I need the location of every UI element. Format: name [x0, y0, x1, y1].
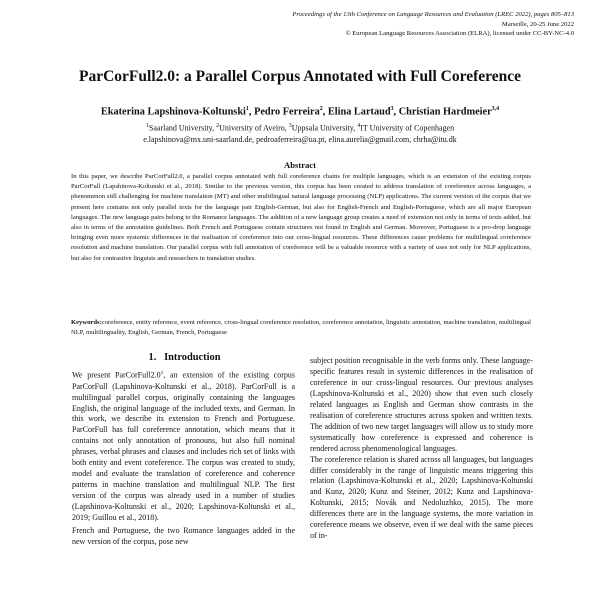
author-affil-mark: 2: [319, 106, 323, 112]
section-title: Introduction: [164, 352, 221, 363]
proceedings-line: Proceedings of the 13th Conference on Language Resources and Evaluation (LREC 2022), pages 805–813: [292, 11, 574, 18]
author-emails: e.lapshinova@mx.uni-saarland.de, pedroaferreira@ua.pt, elina.aurelia@gmail.com, chrha@itu.dk: [143, 134, 457, 144]
paragraph: French and Portuguese, the two Romance languages added in the new version of the corpus, pose new: [72, 526, 295, 546]
paragraph-text: , an extension of the existing corpus ParCorFull (Lapshinova-Koltunski et al., 2018). ParCorFull is a multilingual parallel corpus, originally containing the languages English, the original language of the included texts, and German. In this work, we describe its extension to French and Portuguese. ParCorFull has full coreference annotation, which means that it contains not only annotation of pronouns, but also full nominal phrases, verbal phrases and clauses and includes rich set of links with both entity and event coreference. The corpus was created to study, model and evaluate the translation of coreference and coherence patterns in machine translation and multilingual NLP. The first version of the corpus was already used in a number of studies (Lapshinova-Koltunski et al., 2020; Lapshinova-Koltunski et al., 2019; Guillou et al., 2018).: [72, 370, 295, 523]
affiliation-line: $^1$Saarland University, $^2$University of Aveiro, $^3$Uppsala University, $^4$IT University of Copenhagen: [145, 123, 455, 133]
paragraph: subject position recognisable in the verb forms only. These language-specific features result in systemic differences in the realisation of coreference in our cross-lingual resources. Our previous analyses (Lapshinova-Koltunski et al., 2020) show that even such closely related languages as English and German show contrasts in the realisation of coreference structures across spoken and written texts. The addition of two new target languages will allow us to study more systematically how coreference is expressed and coherence is rendered across phenomenological languages.: [310, 356, 533, 453]
right-column: [310, 356, 533, 542]
section-heading: [74, 352, 295, 363]
abstract-heading: Abstract: [284, 160, 316, 170]
author-affil-mark: 3,4: [491, 106, 500, 112]
affiliation: Saarland University,: [148, 123, 215, 133]
venue-line: Marseille, 20-25 June 2022: [501, 20, 574, 28]
author-affil-mark: 1: [245, 106, 249, 112]
author-name: Christian Hardmeier: [398, 106, 492, 118]
keywords-text: coreference, entity reference, event reference, cross-lingual coreference resolution, coreference annotation, linguistic annotation, machine translation, multilingual NLP, multilinguality, English, German, French, Portuguese: [71, 319, 531, 337]
author-name: Elina Lartaud: [327, 106, 391, 118]
author-list: Ekaterina Lapshinova-Koltunski$^1$, Pedro Ferreira$^2$, Elina Lartaud$^3$, Christian Hardmeier$^{3,4}$: [100, 106, 500, 118]
proceedings-header: [214, 10, 574, 39]
section-number: 1.: [148, 352, 157, 363]
copyright-line: © European Language Resources Association (ELRA), licensed under CC-BY-NC-4.0: [345, 30, 574, 38]
keywords-label: Keywords:: [71, 319, 102, 326]
keywords: [71, 318, 531, 338]
affiliation: IT University of Copenhagen: [360, 123, 455, 133]
paragraph: The coreference relation is shared across all languages, but languages differ considerably in the range of linguistic means triggering this relation (Lapshinova-Koltunski et al., 2020; Lapshinova-Koltunski and Kunz, 2020; Kunz and Steiner, 2012; Kunz and Lapshinova-Koltunski, 2015; Novák and Nedoluzhko, 2015). The more differences there are in the language systems, the more variation in coreference means we observe, even if we deal with the same pieces of in-: [310, 454, 533, 541]
author-name: Ekaterina Lapshinova-Koltunski: [100, 106, 246, 118]
left-column: [72, 368, 295, 548]
abstract-text: In this paper, we describe ParCorFull2.0, a parallel corpus annotated with full coreference chains for multiple languages, which is an extension of the existing corpus ParCorFull (Lapshinova-Koltunski et al., 2018). Similar to the previous version, this corpus has been created to address translation of coreference across languages, a phenomenon still challenging for machine translation (MT) and other multilingual natural language processing (NLP) applications. The current version of the corpus that we present here contains not only parallel texts for the language pair English-German, but also for English-French and English-Portuguese, which are all major European languages. The new language pairs belong to the Romance languages. The addition of a new language group creates a need of extension not only in terms of texts added, but also in terms of the annotation guidelines. Both French and Portuguese contain structures not found in English and German. Moreover, Portuguese is a pro-drop language bringing even more systemic differences in the realisation of coreference into our cross-lingual resources. These differences cause problems for multilingual coreference resolution and machine translation. Our parallel corpus with full annotation of coreference will be a valuable resource with a variety of uses not only for NLP applications, but also for contrastive linguists and researchers in translation studies.: [71, 173, 531, 262]
footnote-mark: 1: [160, 370, 164, 376]
affiliation: Uppsala University,: [291, 123, 356, 133]
affiliations: [0, 121, 600, 145]
paper-title: ParCorFull2.0: a Parallel Corpus Annotated with Full Coreference: [79, 68, 521, 85]
author-affil-mark: 3: [390, 106, 394, 112]
author-name: Pedro Ferreira: [254, 106, 320, 118]
affiliation: University of Aveiro,: [219, 123, 287, 133]
paragraph: [72, 368, 295, 524]
paragraph-text: We present ParCorFull2.0: [72, 370, 161, 380]
